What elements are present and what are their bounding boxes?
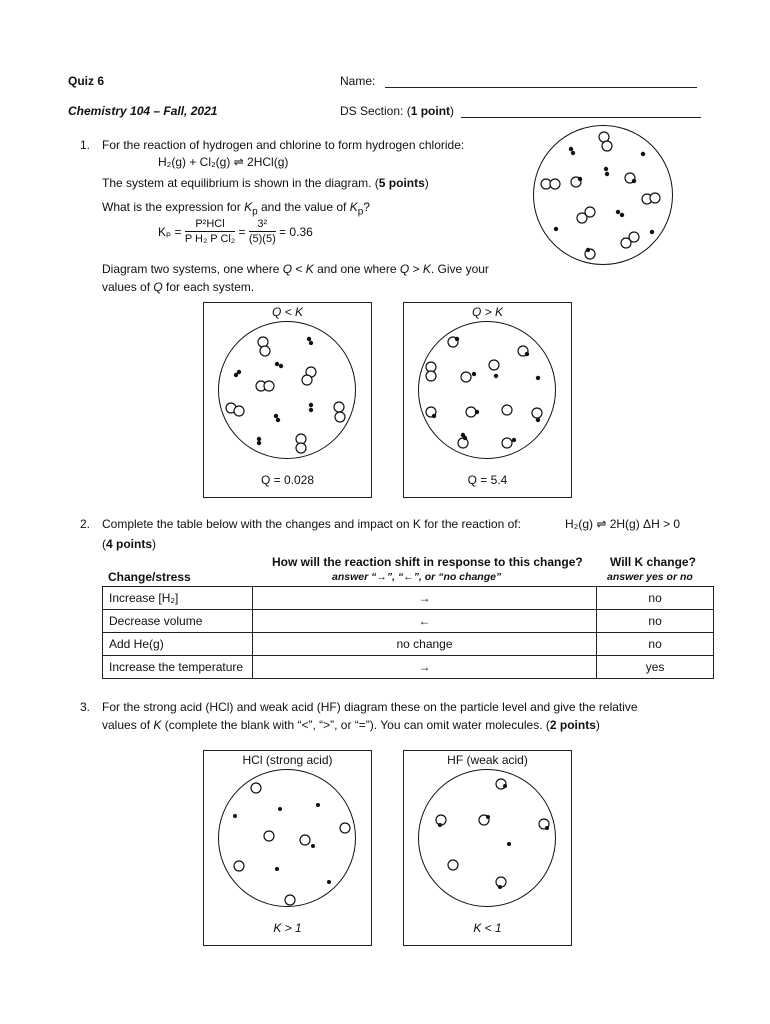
q1-equilibrium-text xyxy=(102,176,429,190)
q1-q1: Q xyxy=(282,262,293,276)
name-field[interactable] xyxy=(340,74,697,88)
q-greater-k-title: Q > K xyxy=(471,305,503,319)
q-less-k-molecules xyxy=(219,322,355,458)
kp-fraction-2 xyxy=(249,218,276,246)
col3-subheader: answer yes or no xyxy=(607,571,693,583)
q1-eq-label: The system at equilibrium is shown in the diagram. ( xyxy=(102,176,379,190)
stress-cell: Decrease volume xyxy=(103,610,253,633)
q1-expr-c: ? xyxy=(363,200,370,214)
kp-lhs: Kₚ = xyxy=(158,225,182,239)
q1-gt: > xyxy=(409,262,423,276)
q-less-k-diagram xyxy=(218,321,356,459)
q-greater-k-diagram xyxy=(418,321,556,459)
q-greater-k-box xyxy=(403,302,572,498)
q-less-k-box xyxy=(203,302,372,498)
q1-p2: p xyxy=(357,206,364,218)
q1-expr-a: What is the expression for xyxy=(102,200,245,214)
kp-den1: P H₂ P Cl₂ xyxy=(184,233,236,245)
hcl-k-value: K > 1 xyxy=(273,921,302,935)
q1-close: ) xyxy=(424,176,429,190)
q3-l2a: values of xyxy=(102,718,154,732)
q1-diagram-instruction-2 xyxy=(102,280,254,294)
q1-k4: K xyxy=(422,262,431,276)
q1-q3: Q xyxy=(153,280,163,294)
k-change-cell[interactable]: yes xyxy=(597,656,714,679)
stress-cell: Add He(g) xyxy=(103,633,253,656)
col2-header: How will the reaction shift in response to this change? xyxy=(272,555,583,569)
kp-value: = 0.36 xyxy=(279,225,313,239)
q2-po: ( xyxy=(102,537,106,551)
section-field[interactable] xyxy=(340,104,701,118)
q1-k1: K xyxy=(244,200,253,214)
hcl-box xyxy=(203,750,372,946)
stress-cell: Increase the temperature xyxy=(103,656,253,679)
shift-cell[interactable]: → xyxy=(252,656,596,679)
hcl-particles xyxy=(219,770,355,906)
shift-cell[interactable]: no change xyxy=(252,633,596,656)
hf-particles xyxy=(419,770,555,906)
q1-expression-question xyxy=(102,200,370,217)
hf-k-value: K < 1 xyxy=(473,921,502,935)
kp-num2: 3² xyxy=(249,218,276,232)
q2-number: 2. xyxy=(80,517,91,531)
table-row xyxy=(103,633,714,656)
col3-header: Will K change? xyxy=(610,555,696,569)
q3-close: ) xyxy=(595,718,600,732)
hf-title: HF (weak acid) xyxy=(447,753,528,767)
section-points: 1 point xyxy=(410,104,451,118)
q3-points: 2 points xyxy=(549,718,596,732)
shift-cell[interactable]: → xyxy=(252,587,596,610)
q1-k3: K xyxy=(305,262,314,276)
q3-number: 3. xyxy=(80,700,91,714)
name-label: Name: xyxy=(340,74,376,88)
q3-k: K xyxy=(153,718,162,732)
q1-lt: < xyxy=(292,262,306,276)
k-change-cell[interactable]: no xyxy=(597,610,714,633)
hf-diagram xyxy=(418,769,556,907)
kp-fraction-1 xyxy=(185,218,235,246)
q1-give: . Give your xyxy=(430,262,489,276)
col1-header: Change/stress xyxy=(108,570,191,584)
col2-subheader: answer “→”, “←”, or “no change” xyxy=(332,571,502,583)
q-less-k-value: Q = 0.028 xyxy=(260,473,315,487)
hcl-title: HCl (strong acid) xyxy=(242,753,333,767)
shift-cell[interactable]: ← xyxy=(252,610,596,633)
q1-diagram-instruction xyxy=(102,262,489,276)
q-less-k-title: Q < K xyxy=(271,305,303,319)
q2-reaction: H₂(g) ⇌ 2H(g) ΔH > 0 xyxy=(565,517,681,531)
section-label: DS Section: ( xyxy=(340,104,411,118)
q-greater-k-molecules xyxy=(419,322,555,458)
q2-pc: ) xyxy=(152,537,157,551)
q1-number: 1. xyxy=(80,138,91,152)
q1-points: 5 points xyxy=(378,176,425,190)
hcl-diagram xyxy=(218,769,356,907)
kp-den2: (5)(5) xyxy=(248,233,276,245)
q2-text: Complete the table below with the changes and impact on K for the reaction of: xyxy=(102,517,521,531)
q3-l2b: (complete the blank with “<”, “>”, or “=”). You can omit water molecules. ( xyxy=(161,718,550,732)
q2-points-line xyxy=(102,537,156,551)
k-change-cell[interactable]: no xyxy=(597,633,714,656)
q2-points: 4 points xyxy=(106,537,153,551)
k-change-cell[interactable]: no xyxy=(597,587,714,610)
table-row xyxy=(103,610,714,633)
q1-expr-b: and the value of xyxy=(257,200,350,214)
course-title: Chemistry 104 – Fall, 2021 xyxy=(68,104,218,118)
q3-line1: For the strong acid (HCl) and weak acid (HF) diagram these on the particle level and give the relative xyxy=(102,700,638,714)
table-row xyxy=(103,587,714,610)
section-blank[interactable] xyxy=(461,105,701,118)
q-greater-k-value: Q = 5.4 xyxy=(467,473,508,487)
q1-q2: Q xyxy=(399,262,410,276)
table-row xyxy=(103,656,714,679)
q1-reaction: H₂(g) + Cl₂(g) ⇌ 2HCl(g) xyxy=(158,155,289,169)
quiz-title: Quiz 6 xyxy=(68,74,105,88)
q1-k2: K xyxy=(349,200,358,214)
section-close: ) xyxy=(450,104,455,118)
name-blank[interactable] xyxy=(385,75,697,88)
stress-cell: Increase [H₂] xyxy=(103,587,253,610)
q1-p1: p xyxy=(252,206,258,218)
q1-and: and one where xyxy=(313,262,400,276)
kp-num1: P²HCl xyxy=(185,218,235,232)
q1-diag-a: Diagram two systems, one where xyxy=(102,262,283,276)
q3-line2 xyxy=(102,718,600,732)
stress-table xyxy=(102,586,714,679)
q1-for-each: for each system. xyxy=(162,280,255,294)
q1-values-of: values of xyxy=(102,280,154,294)
equilibrium-molecules xyxy=(534,126,672,264)
equilibrium-diagram xyxy=(533,125,673,265)
hf-box xyxy=(403,750,572,946)
q1-intro: For the reaction of hydrogen and chlorine to form hydrogen chloride: xyxy=(102,138,465,152)
kp-equation: Kₚ = $\frac{\text{P²HCl}}{\text{P H₂ P Cl₂}}$ = $\frac{\text{3²}}{(5)(5)}$ = 0.36 xyxy=(158,218,313,245)
